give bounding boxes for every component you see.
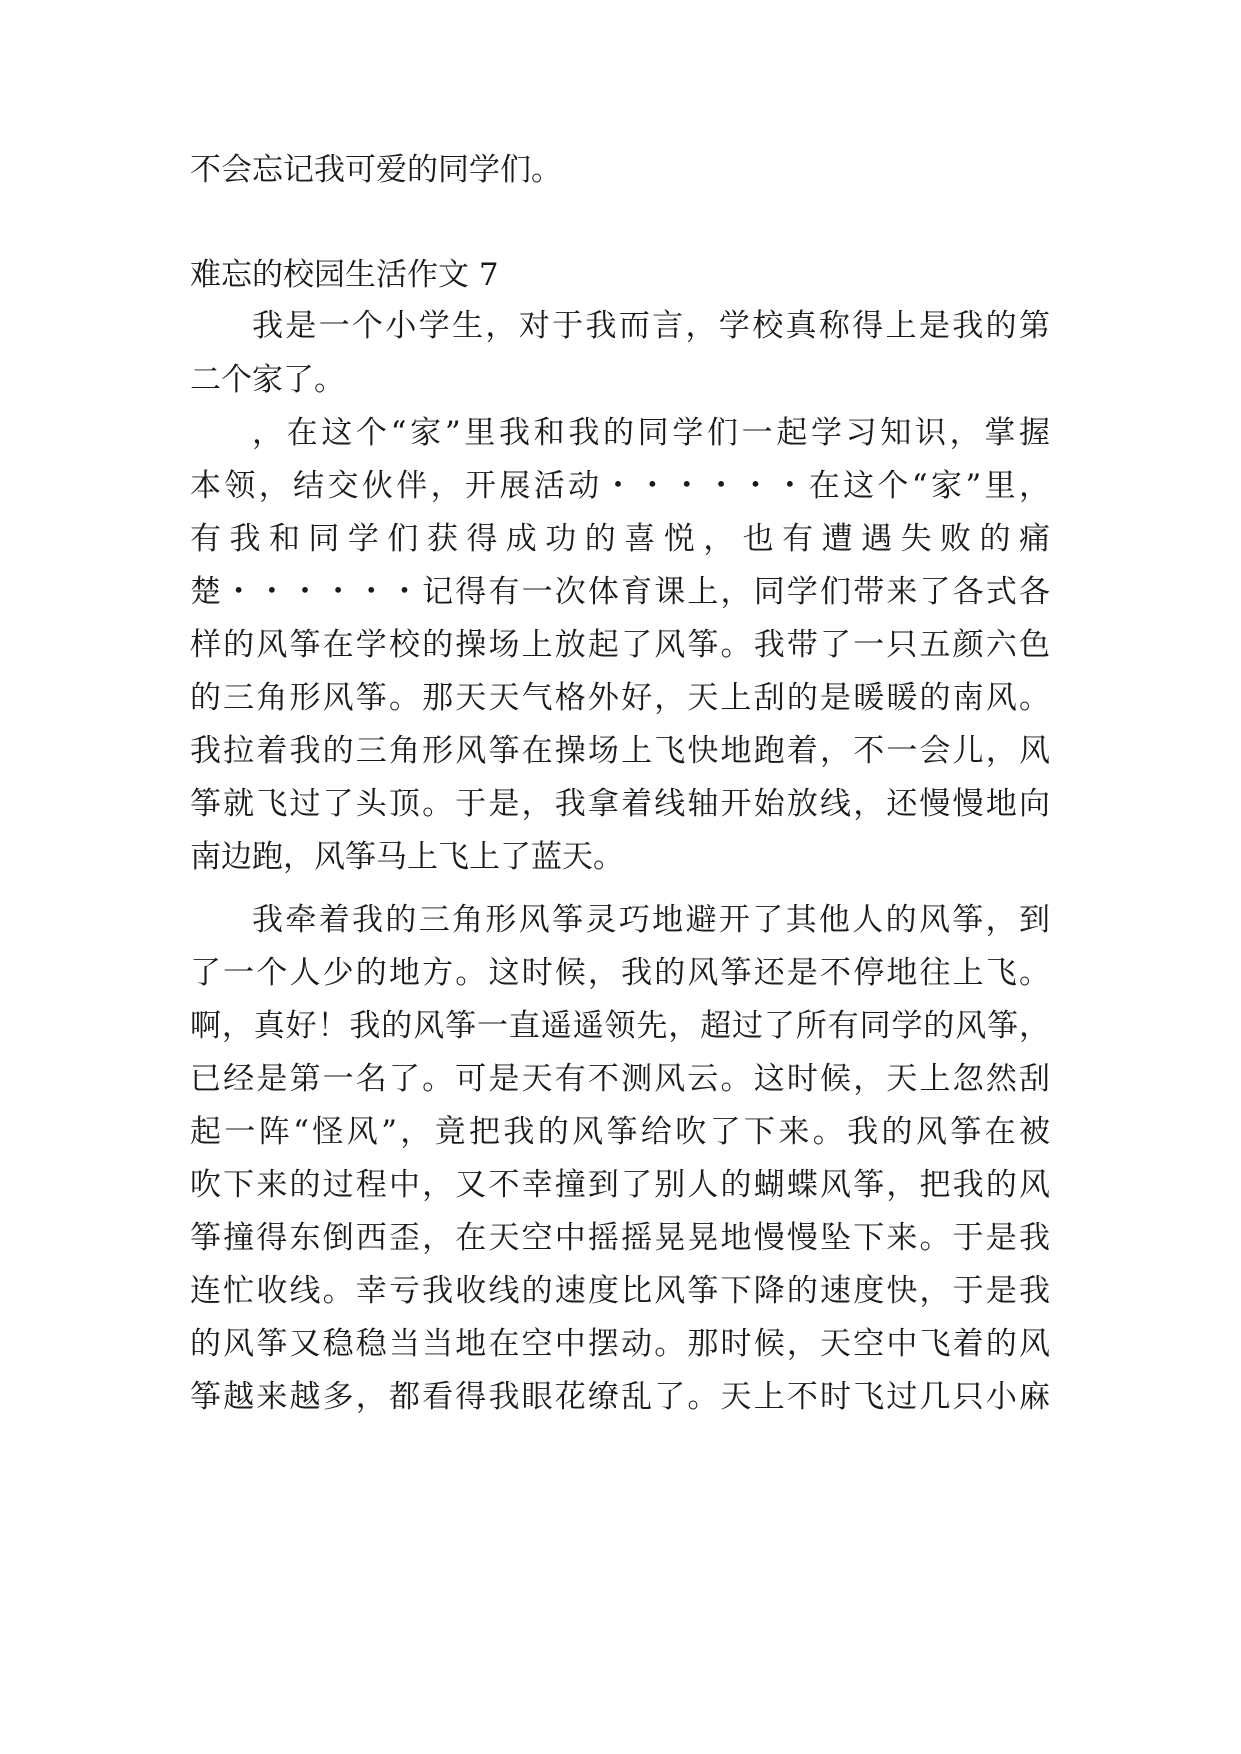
paragraph-line: 了一个人少的地方。这时候，我的风筝还是不停地往上飞。 [190,955,1050,991]
paragraph-line: 吹下来的过程中，又不幸撞到了别人的蝴蝶风筝，把我的风 [190,1167,1050,1203]
paragraph-line: 本领，结交伙伴，开展活动・・・・・・在这个“家”里， [190,468,1050,504]
intro-tail-line: 不会忘记我可爱的同学们。 [190,152,562,188]
paragraph-line: 起一阵“怪风”，竟把我的风筝给吹了下来。我的风筝在被 [190,1114,1050,1150]
paragraph-line: 啊，真好！我的风筝一直遥遥领先，超过了所有同学的风筝， [190,1008,1050,1044]
paragraph-line: 南边跑，风筝马上飞上了蓝天。 [190,839,624,875]
paragraph-line: 已经是第一名了。可是天有不测风云。这时候，天上忽然刮 [190,1061,1050,1097]
paragraph-line: 我拉着我的三角形风筝在操场上飞快地跑着，不一会儿，风 [190,733,1050,769]
paragraph-line: 我是一个小学生，对于我而言，学校真称得上是我的第 [252,308,1050,344]
paragraph-line: 楚・・・・・・记得有一次体育课上，同学们带来了各式各 [190,574,1050,610]
paragraph-line: 有我和同学们获得成功的喜悦，也有遭遇失败的痛 [190,521,1050,557]
paragraph-line: 连忙收线。幸亏我收线的速度比风筝下降的速度快，于是我 [190,1273,1050,1309]
paragraph-line: 的风筝又稳稳当当地在空中摆动。那时候，天空中飞着的风 [190,1326,1050,1362]
paragraph-line: 筝撞得东倒西歪，在天空中摇摇晃晃地慢慢坠下来。于是我 [190,1220,1050,1256]
essay-title: 难忘的校园生活作文 7 [190,257,499,293]
paragraph-line: 的三角形风筝。那天天气格外好，天上刮的是暖暖的南风。 [190,680,1050,716]
paragraph-line: 我牵着我的三角形风筝灵巧地避开了其他人的风筝，到 [252,902,1050,938]
paragraph-line: 样的风筝在学校的操场上放起了风筝。我带了一只五颜六色 [190,627,1050,663]
paragraph-line: 二个家了。 [190,362,345,398]
paragraph-line: 筝就飞过了头顶。于是，我拿着线轴开始放线，还慢慢地向 [190,786,1050,822]
paragraph-line: 筝越来越多，都看得我眼花缭乱了。天上不时飞过几只小麻 [190,1379,1050,1415]
paragraph-line: ，在这个“家”里我和我的同学们一起学习知识，掌握 [252,415,1050,451]
